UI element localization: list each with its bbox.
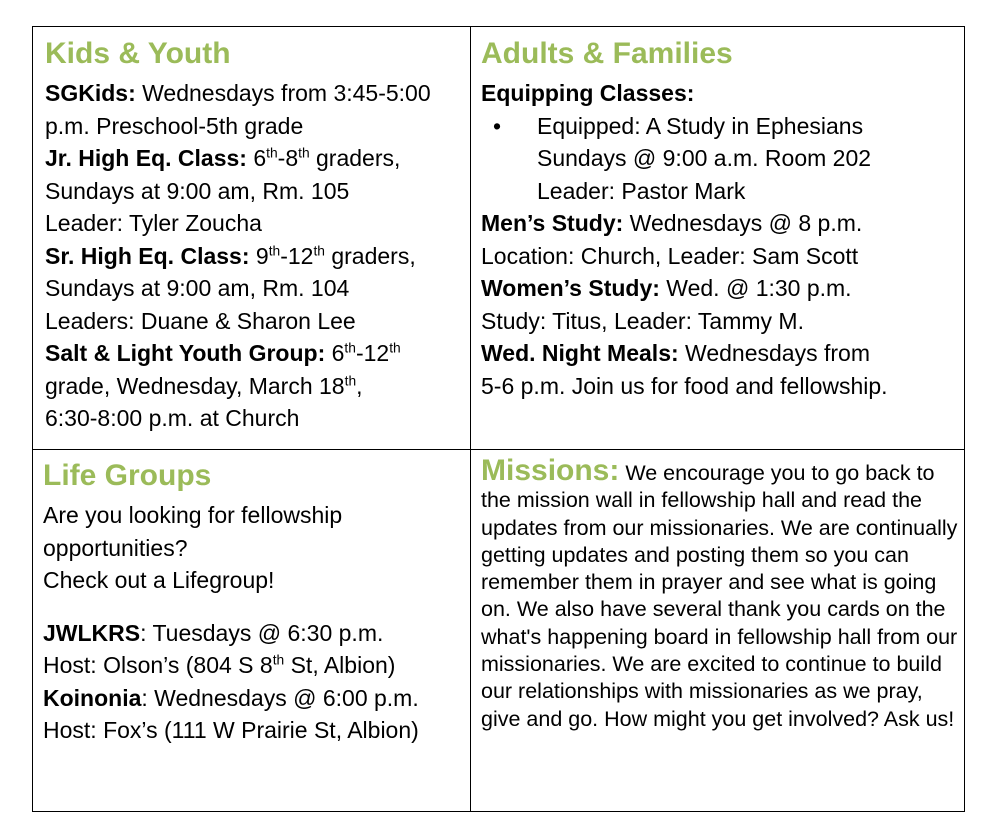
koinonia-label: Koinonia	[43, 684, 142, 711]
equipping-leader: Leader: Pastor Mark	[537, 177, 746, 204]
sr-high-from: 9	[255, 242, 269, 269]
jwlkrs-entry	[43, 617, 463, 682]
jwlkrs-host: Host: Olson’s (804 S 8	[43, 652, 273, 678]
koinonia-time: : Wednesdays @ 6:00 p.m.	[141, 684, 419, 711]
koinonia-host: Host: Fox’s (111 W Prairie St, Albion)	[43, 717, 419, 743]
sr-high-from-sup: th	[268, 242, 281, 258]
sr-high-label: Sr. High Eq. Class:	[45, 242, 250, 269]
womens-study-entry	[481, 272, 959, 337]
missions-heading: Missions:	[481, 454, 620, 487]
equipping-list	[481, 110, 959, 208]
row-divider	[33, 449, 964, 450]
kids-youth-heading: Kids & Youth	[45, 37, 231, 70]
equipping-label-line	[481, 77, 959, 110]
jr-high-to-sup: th	[298, 145, 310, 161]
womens-study-time: Wed. @ 1:30 p.m.	[666, 275, 852, 301]
life-groups-cell	[43, 457, 463, 747]
adults-families-heading: Adults & Families	[481, 37, 733, 70]
jr-high-leader: Leader: Tyler Zoucha	[45, 210, 262, 236]
sr-high-time: Sundays at 9:00 am, Rm. 104	[45, 275, 350, 301]
sr-high-after: graders,	[331, 242, 416, 269]
life-groups-intro	[43, 499, 403, 597]
missions-cell	[481, 454, 959, 733]
youth-group-date: grade, Wednesday, March 18	[45, 372, 345, 399]
youth-group-label: Salt & Light Youth Group:	[45, 340, 326, 366]
jr-high-from-sup: th	[266, 145, 278, 161]
jwlkrs-host-rest: St, Albion)	[284, 652, 396, 678]
mens-study-time: Wednesdays @ 8 p.m.	[629, 210, 863, 236]
missions-text: We encourage you to go back to the mission wall in fellowship hall and read the updates from our missionaries. We are continually getting updates and posting them so you can remember them in prayer and see what is going on. We also have several thank you cards on the what's happening board in fellowship hall from our missionaries. We are excited to continue to build our relationships with missionaries as we pray, give and go. How might you get involved? Ask us!	[481, 461, 958, 731]
mens-study-entry	[481, 207, 959, 272]
night-meals-label: Wed. Night Meals:	[481, 340, 679, 366]
sgkids-label: SGKids:	[45, 80, 136, 106]
youth-group-to-sup: th	[389, 340, 401, 356]
jr-high-time: Sundays at 9:00 am, Rm. 105	[45, 177, 350, 204]
jwlkrs-label: JWLKRS	[43, 619, 141, 646]
adults-families-cell	[481, 35, 959, 402]
sr-high-entry	[45, 240, 463, 338]
jwlkrs-time: : Tuesdays @ 6:30 p.m.	[140, 619, 384, 646]
youth-group-date-sup: th	[344, 372, 357, 388]
jr-high-label: Jr. High Eq. Class:	[45, 145, 247, 171]
night-meals-time: Wednesdays from	[685, 340, 870, 366]
night-meals-entry	[481, 337, 959, 402]
equipping-label: Equipping Classes:	[481, 80, 695, 106]
column-divider	[470, 27, 471, 811]
youth-group-from: 6	[331, 340, 345, 366]
life-groups-heading: Life Groups	[43, 459, 212, 492]
bullet-icon: •	[493, 112, 502, 139]
youth-group-to: -12	[355, 340, 390, 366]
equipping-time: Sundays @ 9:00 a.m. Room 202	[537, 145, 872, 171]
night-meals-details: 5-6 p.m. Join us for food and fellowship.	[481, 372, 888, 399]
jr-high-from: 6	[253, 145, 267, 171]
kids-youth-cell	[45, 35, 463, 435]
womens-study-details: Study: Titus, Leader: Tammy M.	[481, 307, 804, 334]
youth-group-time: 6:30-8:00 p.m. at Church	[45, 405, 300, 431]
missions-paragraph	[481, 454, 959, 733]
life-groups-invite: Check out a Lifegroup!	[43, 567, 275, 593]
jr-high-entry	[45, 142, 463, 240]
jr-high-after: graders,	[316, 145, 401, 171]
jwlkrs-host-sup: th	[272, 652, 285, 668]
bulletin-table	[32, 26, 965, 812]
koinonia-entry	[43, 682, 463, 747]
mens-study-label: Men’s Study:	[481, 210, 624, 236]
sr-high-leaders: Leaders: Duane & Sharon Lee	[45, 307, 356, 334]
youth-group-date-comma: ,	[356, 372, 363, 399]
sgkids-text: Wednesdays from 3:45-5:00 p.m. Preschool-5th grade	[45, 80, 431, 139]
life-groups-question: Are you looking for fellowship opportunities?	[43, 502, 343, 561]
sgkids-entry	[45, 77, 463, 142]
spacer	[43, 597, 463, 617]
sr-high-to: -12	[280, 242, 314, 269]
list-item	[493, 110, 959, 208]
youth-group-entry	[45, 337, 463, 435]
equipping-course: Equipped: A Study in Ephesians	[537, 112, 864, 139]
mens-study-details: Location: Church, Leader: Sam Scott	[481, 242, 859, 269]
sr-high-to-sup: th	[313, 242, 325, 258]
womens-study-label: Women’s Study:	[481, 275, 660, 301]
youth-group-from-sup: th	[344, 340, 356, 356]
jr-high-to: -8	[277, 145, 299, 171]
